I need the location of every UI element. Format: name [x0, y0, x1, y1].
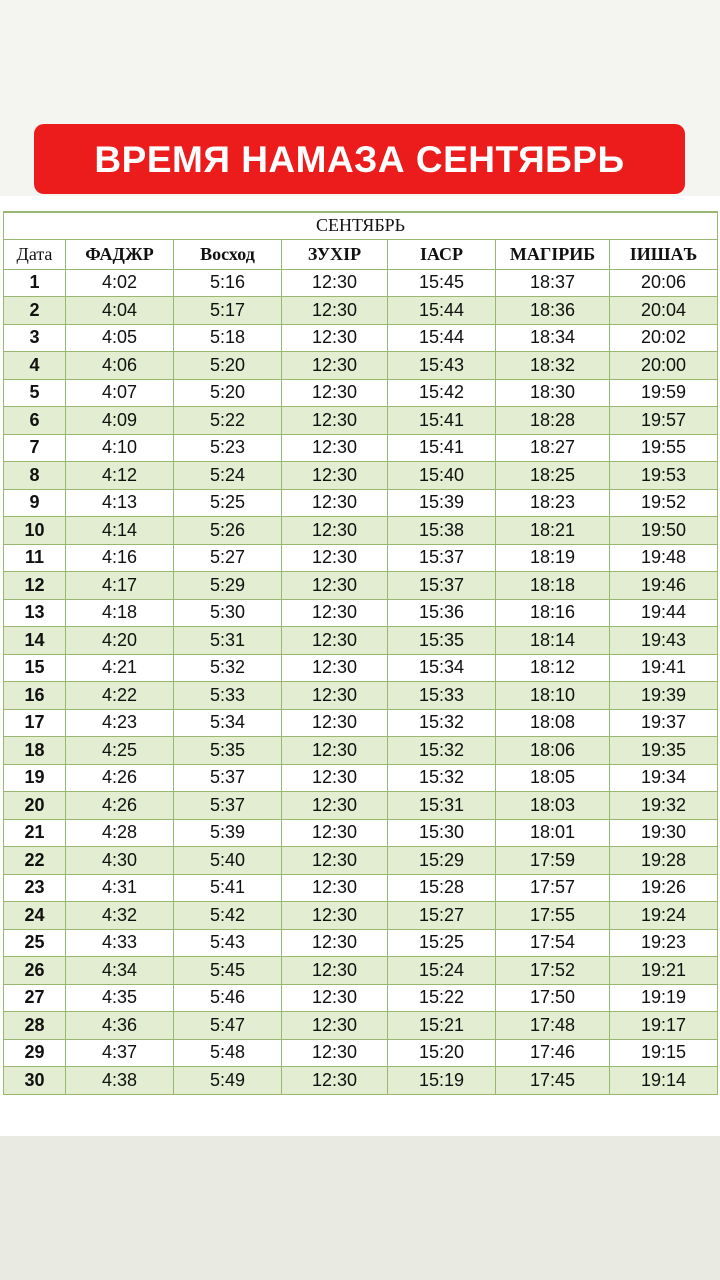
cell-maghrib: 17:54	[496, 929, 610, 957]
banner-title: ВРЕМЯ НАМАЗА СЕНТЯБРЬ	[94, 139, 625, 180]
cell-asr: 15:25	[388, 929, 496, 957]
cell-isha: 19:35	[610, 737, 718, 765]
cell-maghrib: 18:08	[496, 709, 610, 737]
cell-dhuhr: 12:30	[282, 489, 388, 517]
cell-isha: 19:48	[610, 544, 718, 572]
cell-dhuhr: 12:30	[282, 902, 388, 930]
cell-asr: 15:37	[388, 572, 496, 600]
cell-dhuhr: 12:30	[282, 737, 388, 765]
month-header: СЕНТЯБРЬ	[4, 212, 718, 239]
cell-sunrise: 5:30	[174, 599, 282, 627]
cell-fajr: 4:02	[66, 269, 174, 297]
cell-asr: 15:38	[388, 517, 496, 545]
cell-isha: 19:30	[610, 819, 718, 847]
table-row	[4, 737, 718, 765]
prayer-times-table	[3, 211, 718, 1095]
cell-maghrib: 18:30	[496, 379, 610, 407]
cell-isha: 19:34	[610, 764, 718, 792]
cell-fajr: 4:06	[66, 352, 174, 380]
cell-asr: 15:39	[388, 489, 496, 517]
cell-maghrib: 17:46	[496, 1039, 610, 1067]
table-row	[4, 627, 718, 655]
cell-fajr: 4:23	[66, 709, 174, 737]
cell-dhuhr: 12:30	[282, 929, 388, 957]
cell-dhuhr: 12:30	[282, 297, 388, 325]
cell-date: 30	[4, 1067, 66, 1095]
table-row	[4, 517, 718, 545]
cell-dhuhr: 12:30	[282, 407, 388, 435]
cell-dhuhr: 12:30	[282, 819, 388, 847]
cell-date: 4	[4, 352, 66, 380]
cell-date: 7	[4, 434, 66, 462]
cell-date: 28	[4, 1012, 66, 1040]
cell-dhuhr: 12:30	[282, 709, 388, 737]
column-headers	[4, 239, 718, 269]
cell-isha: 19:32	[610, 792, 718, 820]
cell-date: 20	[4, 792, 66, 820]
table-row	[4, 324, 718, 352]
cell-sunrise: 5:22	[174, 407, 282, 435]
table-row	[4, 957, 718, 985]
cell-isha: 19:59	[610, 379, 718, 407]
cell-fajr: 4:37	[66, 1039, 174, 1067]
cell-date: 24	[4, 902, 66, 930]
cell-asr: 15:41	[388, 407, 496, 435]
cell-isha: 19:14	[610, 1067, 718, 1095]
cell-isha: 19:46	[610, 572, 718, 600]
cell-maghrib: 17:57	[496, 874, 610, 902]
cell-isha: 19:15	[610, 1039, 718, 1067]
cell-sunrise: 5:48	[174, 1039, 282, 1067]
table-row	[4, 379, 718, 407]
cell-maghrib: 18:36	[496, 297, 610, 325]
cell-maghrib: 17:48	[496, 1012, 610, 1040]
cell-fajr: 4:34	[66, 957, 174, 985]
cell-date: 21	[4, 819, 66, 847]
table-row	[4, 544, 718, 572]
cell-sunrise: 5:35	[174, 737, 282, 765]
header-date: Дата	[4, 239, 66, 269]
cell-asr: 15:36	[388, 599, 496, 627]
cell-maghrib: 18:23	[496, 489, 610, 517]
cell-fajr: 4:05	[66, 324, 174, 352]
cell-fajr: 4:18	[66, 599, 174, 627]
cell-maghrib: 17:59	[496, 847, 610, 875]
cell-dhuhr: 12:30	[282, 379, 388, 407]
cell-dhuhr: 12:30	[282, 572, 388, 600]
cell-date: 26	[4, 957, 66, 985]
cell-asr: 15:37	[388, 544, 496, 572]
cell-sunrise: 5:17	[174, 297, 282, 325]
cell-sunrise: 5:34	[174, 709, 282, 737]
cell-sunrise: 5:25	[174, 489, 282, 517]
cell-isha: 19:55	[610, 434, 718, 462]
cell-fajr: 4:09	[66, 407, 174, 435]
cell-sunrise: 5:47	[174, 1012, 282, 1040]
cell-dhuhr: 12:30	[282, 874, 388, 902]
cell-asr: 15:32	[388, 737, 496, 765]
cell-sunrise: 5:23	[174, 434, 282, 462]
cell-sunrise: 5:37	[174, 792, 282, 820]
cell-fajr: 4:28	[66, 819, 174, 847]
table-row	[4, 764, 718, 792]
table-row	[4, 984, 718, 1012]
cell-maghrib: 18:10	[496, 682, 610, 710]
cell-isha: 19:43	[610, 627, 718, 655]
cell-fajr: 4:33	[66, 929, 174, 957]
cell-fajr: 4:13	[66, 489, 174, 517]
cell-sunrise: 5:41	[174, 874, 282, 902]
cell-asr: 15:31	[388, 792, 496, 820]
cell-dhuhr: 12:30	[282, 654, 388, 682]
cell-asr: 15:29	[388, 847, 496, 875]
cell-sunrise: 5:32	[174, 654, 282, 682]
table-row	[4, 407, 718, 435]
cell-date: 1	[4, 269, 66, 297]
cell-asr: 15:27	[388, 902, 496, 930]
cell-maghrib: 17:55	[496, 902, 610, 930]
cell-asr: 15:45	[388, 269, 496, 297]
cell-date: 5	[4, 379, 66, 407]
table-row	[4, 489, 718, 517]
cell-maghrib: 18:12	[496, 654, 610, 682]
table-row	[4, 792, 718, 820]
cell-date: 11	[4, 544, 66, 572]
header-isha: IИШАЪ	[610, 239, 718, 269]
cell-fajr: 4:38	[66, 1067, 174, 1095]
cell-maghrib: 17:50	[496, 984, 610, 1012]
cell-fajr: 4:04	[66, 297, 174, 325]
table-row	[4, 1039, 718, 1067]
cell-date: 18	[4, 737, 66, 765]
cell-isha: 19:19	[610, 984, 718, 1012]
cell-dhuhr: 12:30	[282, 544, 388, 572]
cell-fajr: 4:26	[66, 792, 174, 820]
cell-fajr: 4:16	[66, 544, 174, 572]
table-row	[4, 929, 718, 957]
cell-maghrib: 18:14	[496, 627, 610, 655]
table-row	[4, 1067, 718, 1095]
table-row	[4, 902, 718, 930]
cell-maghrib: 18:34	[496, 324, 610, 352]
cell-date: 8	[4, 462, 66, 490]
cell-dhuhr: 12:30	[282, 764, 388, 792]
cell-asr: 15:43	[388, 352, 496, 380]
cell-maghrib: 18:18	[496, 572, 610, 600]
cell-maghrib: 18:06	[496, 737, 610, 765]
cell-isha: 19:37	[610, 709, 718, 737]
cell-isha: 19:53	[610, 462, 718, 490]
table-row	[4, 434, 718, 462]
cell-date: 17	[4, 709, 66, 737]
cell-dhuhr: 12:30	[282, 984, 388, 1012]
cell-isha: 19:24	[610, 902, 718, 930]
cell-date: 9	[4, 489, 66, 517]
header-sunrise: Восход	[174, 239, 282, 269]
cell-asr: 15:34	[388, 654, 496, 682]
cell-isha: 19:17	[610, 1012, 718, 1040]
cell-fajr: 4:22	[66, 682, 174, 710]
cell-fajr: 4:35	[66, 984, 174, 1012]
header-asr: IАСР	[388, 239, 496, 269]
cell-date: 25	[4, 929, 66, 957]
cell-isha: 19:41	[610, 654, 718, 682]
cell-maghrib: 18:28	[496, 407, 610, 435]
cell-date: 29	[4, 1039, 66, 1067]
cell-isha: 20:02	[610, 324, 718, 352]
cell-sunrise: 5:27	[174, 544, 282, 572]
table-row	[4, 269, 718, 297]
cell-date: 12	[4, 572, 66, 600]
cell-maghrib: 18:01	[496, 819, 610, 847]
cell-sunrise: 5:16	[174, 269, 282, 297]
table-row	[4, 599, 718, 627]
cell-asr: 15:42	[388, 379, 496, 407]
cell-fajr: 4:07	[66, 379, 174, 407]
cell-date: 16	[4, 682, 66, 710]
cell-sunrise: 5:37	[174, 764, 282, 792]
cell-sunrise: 5:18	[174, 324, 282, 352]
cell-isha: 19:50	[610, 517, 718, 545]
table-row	[4, 297, 718, 325]
cell-dhuhr: 12:30	[282, 847, 388, 875]
cell-dhuhr: 12:30	[282, 324, 388, 352]
cell-sunrise: 5:26	[174, 517, 282, 545]
table-row	[4, 1012, 718, 1040]
cell-date: 23	[4, 874, 66, 902]
cell-dhuhr: 12:30	[282, 957, 388, 985]
cell-dhuhr: 12:30	[282, 1012, 388, 1040]
cell-dhuhr: 12:30	[282, 682, 388, 710]
cell-isha: 20:04	[610, 297, 718, 325]
cell-asr: 15:32	[388, 764, 496, 792]
cell-isha: 20:06	[610, 269, 718, 297]
cell-fajr: 4:25	[66, 737, 174, 765]
cell-dhuhr: 12:30	[282, 434, 388, 462]
cell-dhuhr: 12:30	[282, 462, 388, 490]
cell-date: 15	[4, 654, 66, 682]
cell-dhuhr: 12:30	[282, 1067, 388, 1095]
cell-isha: 19:44	[610, 599, 718, 627]
cell-asr: 15:40	[388, 462, 496, 490]
table-row	[4, 654, 718, 682]
cell-date: 14	[4, 627, 66, 655]
table-row	[4, 682, 718, 710]
cell-asr: 15:22	[388, 984, 496, 1012]
cell-maghrib: 18:03	[496, 792, 610, 820]
table-row	[4, 572, 718, 600]
cell-isha: 20:00	[610, 352, 718, 380]
cell-asr: 15:20	[388, 1039, 496, 1067]
cell-date: 10	[4, 517, 66, 545]
cell-maghrib: 18:05	[496, 764, 610, 792]
cell-isha: 19:26	[610, 874, 718, 902]
cell-asr: 15:30	[388, 819, 496, 847]
cell-sunrise: 5:43	[174, 929, 282, 957]
cell-sunrise: 5:49	[174, 1067, 282, 1095]
cell-sunrise: 5:45	[174, 957, 282, 985]
cell-asr: 15:19	[388, 1067, 496, 1095]
table-row	[4, 847, 718, 875]
cell-maghrib: 17:52	[496, 957, 610, 985]
cell-asr: 15:44	[388, 297, 496, 325]
cell-sunrise: 5:29	[174, 572, 282, 600]
cell-fajr: 4:17	[66, 572, 174, 600]
cell-dhuhr: 12:30	[282, 1039, 388, 1067]
cell-date: 13	[4, 599, 66, 627]
cell-dhuhr: 12:30	[282, 352, 388, 380]
cell-maghrib: 18:27	[496, 434, 610, 462]
header-fajr: ФАДЖР	[66, 239, 174, 269]
header-maghrib: МАГIРИБ	[496, 239, 610, 269]
cell-fajr: 4:30	[66, 847, 174, 875]
cell-isha: 19:52	[610, 489, 718, 517]
cell-isha: 19:21	[610, 957, 718, 985]
cell-maghrib: 18:21	[496, 517, 610, 545]
cell-fajr: 4:21	[66, 654, 174, 682]
cell-dhuhr: 12:30	[282, 792, 388, 820]
cell-date: 3	[4, 324, 66, 352]
cell-date: 6	[4, 407, 66, 435]
cell-asr: 15:24	[388, 957, 496, 985]
cell-dhuhr: 12:30	[282, 599, 388, 627]
header-dhuhr: ЗУХIР	[282, 239, 388, 269]
cell-maghrib: 18:16	[496, 599, 610, 627]
cell-fajr: 4:36	[66, 1012, 174, 1040]
cell-maghrib: 18:32	[496, 352, 610, 380]
cell-asr: 15:32	[388, 709, 496, 737]
cell-dhuhr: 12:30	[282, 269, 388, 297]
cell-sunrise: 5:46	[174, 984, 282, 1012]
cell-fajr: 4:31	[66, 874, 174, 902]
cell-date: 19	[4, 764, 66, 792]
cell-dhuhr: 12:30	[282, 627, 388, 655]
cell-sunrise: 5:20	[174, 352, 282, 380]
cell-fajr: 4:10	[66, 434, 174, 462]
cell-sunrise: 5:42	[174, 902, 282, 930]
cell-asr: 15:21	[388, 1012, 496, 1040]
cell-asr: 15:35	[388, 627, 496, 655]
table-row	[4, 819, 718, 847]
table-row	[4, 352, 718, 380]
table-row	[4, 709, 718, 737]
cell-isha: 19:23	[610, 929, 718, 957]
cell-maghrib: 18:37	[496, 269, 610, 297]
table-row	[4, 874, 718, 902]
cell-sunrise: 5:31	[174, 627, 282, 655]
cell-asr: 15:28	[388, 874, 496, 902]
cell-isha: 19:57	[610, 407, 718, 435]
cell-fajr: 4:32	[66, 902, 174, 930]
cell-date: 22	[4, 847, 66, 875]
cell-maghrib: 17:45	[496, 1067, 610, 1095]
cell-sunrise: 5:24	[174, 462, 282, 490]
cell-date: 27	[4, 984, 66, 1012]
cell-asr: 15:33	[388, 682, 496, 710]
cell-fajr: 4:14	[66, 517, 174, 545]
cell-fajr: 4:12	[66, 462, 174, 490]
cell-sunrise: 5:33	[174, 682, 282, 710]
cell-asr: 15:41	[388, 434, 496, 462]
cell-date: 2	[4, 297, 66, 325]
cell-sunrise: 5:20	[174, 379, 282, 407]
cell-sunrise: 5:40	[174, 847, 282, 875]
table-row	[4, 462, 718, 490]
cell-isha: 19:39	[610, 682, 718, 710]
cell-fajr: 4:20	[66, 627, 174, 655]
cell-asr: 15:44	[388, 324, 496, 352]
title-banner	[34, 124, 685, 194]
cell-sunrise: 5:39	[174, 819, 282, 847]
cell-isha: 19:28	[610, 847, 718, 875]
cell-dhuhr: 12:30	[282, 517, 388, 545]
cell-maghrib: 18:19	[496, 544, 610, 572]
cell-maghrib: 18:25	[496, 462, 610, 490]
cell-fajr: 4:26	[66, 764, 174, 792]
